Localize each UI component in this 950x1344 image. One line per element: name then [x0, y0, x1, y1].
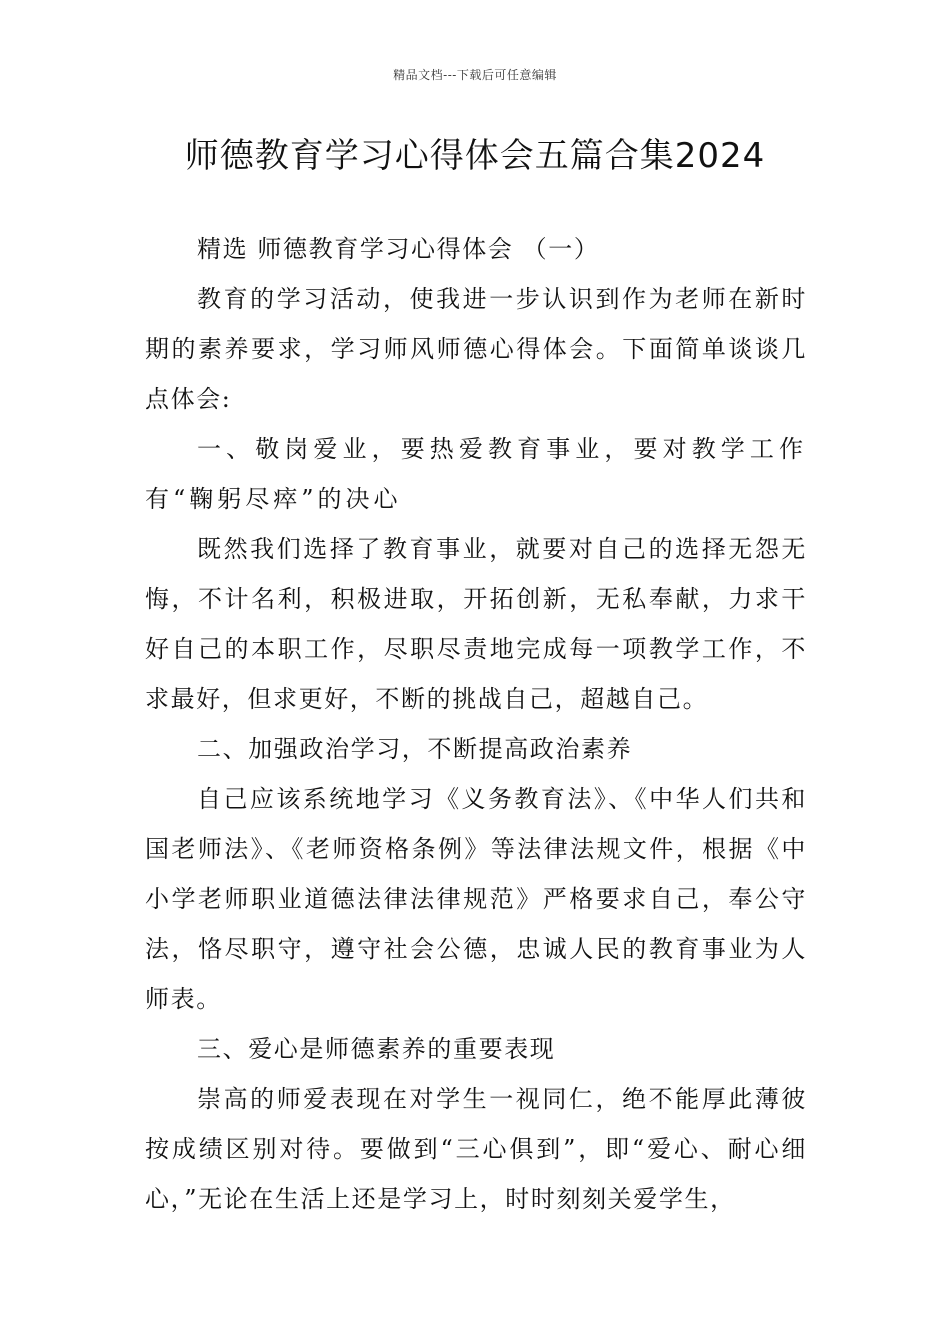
paragraph: 既然我们选择了教育事业，就要对自己的选择无怨无悔，不计名利，积极进取，开拓创新，无私奉献，力求干好自己的本职工作，尽职尽责地完成每一项教学工作，不求最好，但求更好，不断的挑战自己，超越自己。 — [145, 535, 807, 713]
header-note: 精品文档---下载后可任意编辑 — [393, 68, 557, 82]
paragraph: 崇高的师爱表现在对学生一视同仁，绝不能厚此薄彼按成绩区别对待。要做到“三心俱到”，即“爱心、耐心细心，”无论在生活上还是学习上，时时刻刻关爱学生， — [145, 1085, 807, 1213]
section-heading: 二、加强政治学习，不断提高政治素养 — [197, 735, 633, 763]
document-title: 师德教育学习心得体会五篇合集2024 — [184, 136, 766, 176]
subtitle-line: 精选 师德教育学习心得体会 （一） — [197, 235, 600, 263]
section-heading: 一、敬岗爱业，要热爱教育事业，要对教学工作有“鞠躬尽瘁”的决心 — [145, 435, 807, 513]
document-body — [145, 224, 807, 1224]
paragraph: 教育的学习活动，使我进一步认识到作为老师在新时期的素养要求，学习师风师德心得体会。下面简单谈谈几点体会: — [145, 285, 807, 413]
section-heading: 三、爱心是师德素养的重要表现 — [197, 1035, 556, 1063]
paragraph: 自己应该系统地学习《义务教育法》、《中华人们共和国老师法》、《老师资格条例》等法律法规文件，根据《中小学老师职业道德法律法律规范》严格要求自己，奉公守法，恪尽职守，遵守社会公德，忠诚人民的教育事业为人师表。 — [145, 785, 807, 1013]
